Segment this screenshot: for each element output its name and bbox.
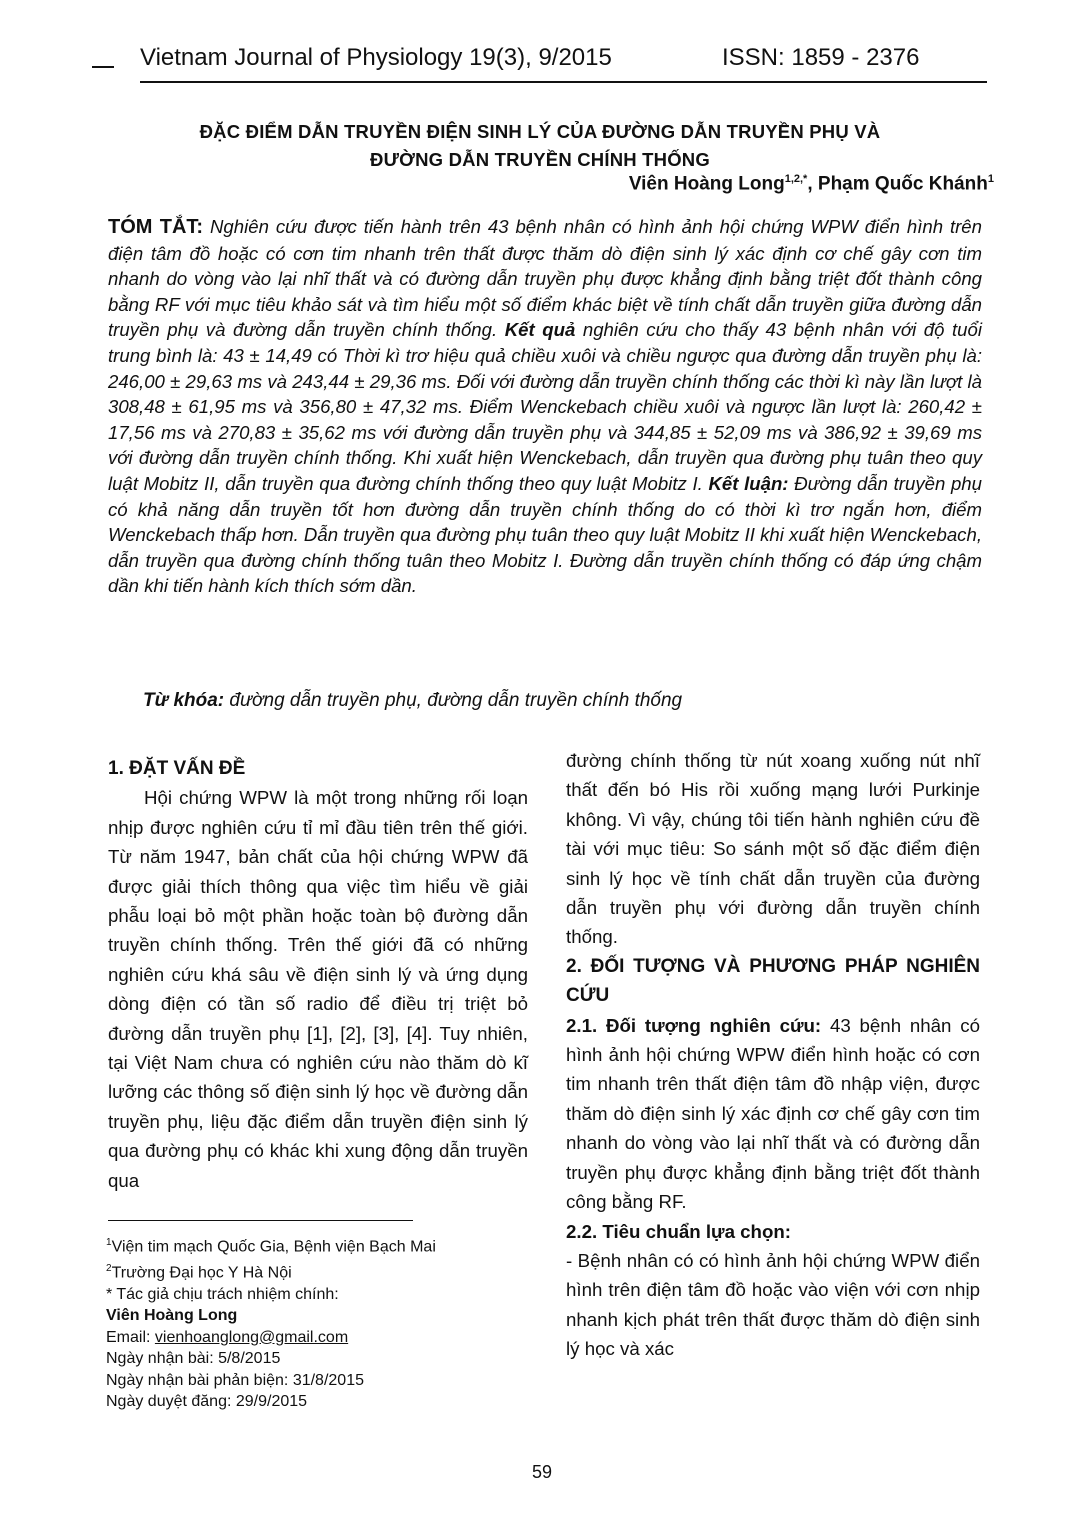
section-2-title: 2. ĐỐI TƯỢNG VÀ PHƯƠNG PHÁP NGHIÊN CỨU (566, 955, 980, 1007)
footnote-corresponding: * Tác giả chịu trách nhiệm chính: (106, 1285, 339, 1303)
page-number: 59 (532, 1462, 553, 1482)
footnote-1-text: Viện tim mạch Quốc Gia, Bệnh viện Bạch Mai (111, 1238, 436, 1256)
title-line-1: ĐẶC ĐIỂM DẪN TRUYỀN ĐIỆN SINH LÝ CỦA ĐƯỜNG DẪN TRUYỀN PHỤ VÀ (199, 121, 881, 142)
results-label: Kết quả (504, 319, 576, 341)
footnote-2-text: Trường Đại học Y Hà Nội (111, 1264, 292, 1282)
section-2-1 (566, 1011, 980, 1217)
abstract-text-3: Đường dẫn truyền phụ có khả năng dẫn truyền tốt hơn đường dẫn truyền chính thống do có thời kì trơ ngắn hơn, điểm Wenckebach thấp hơn. Dẫn truyền qua đường phụ tuân theo quy luật Mobitz II khi xuất hiện Wenckebach, dẫn truyền qua đường chính thống tuân theo Mobitz I. Đường dẫn truyền chính thống có đáp ứng chậm dần khi tiến hành kích thích sớm dần. (108, 472, 982, 597)
footnote-email (106, 1327, 546, 1349)
date-accepted: Ngày duyệt đăng: 29/9/2015 (106, 1393, 308, 1411)
abstract-text-2: nghiên cứu cho thấy 43 bệnh nhân với độ tuổi trung bình là: 43 ± 14,49 có Thời kì trơ hiệu quả chiều xuôi và chiều ngược qua đường dẫn truyền phụ là: 246,00 ± 29,63 ms và 243,44 ± 29,36 ms. Đối với đường dẫn truyền chính thống các thời kì này lần lượt là 308,48 ± 61,95 ms và 356,80 ± 47,32 ms. Điểm Wenckebach chiều xuôi và ngược lần lượt là: 260,42 ± 17,56 ms và 270,83 ± 35,62 ms với đường dẫn truyền phụ và 344,85 ± 52,09 ms và 386,92 ± 39,69 ms với đường dẫn truyền chính thống. Khi xuất hiện Wenckebach, dẫn truyền qua đường phụ tuân theo quy luật Mobitz II, dẫn truyền qua đường chính thống theo quy luật Mobitz I. (108, 319, 982, 494)
section-1-continued: đường chính thống từ nút xoang xuống nút nhĩ thất đến bó His rồi xuống mạng lưới Purkinje không. Vì vậy, chúng tôi tiến hành nghiên cứu đề tài với mục tiêu: So sánh một số đặc điểm điện sinh lý học về tính chất dẫn truyền của đường dẫn truyền phụ với đường dẫn truyền chính thống. (566, 750, 980, 948)
footnote-2 (106, 1258, 546, 1284)
journal-name: Vietnam Journal of Physiology 19(3), 9/2015 (140, 44, 612, 71)
footnote-2-marker: 2 (106, 1262, 112, 1274)
author-2: Phạm Quốc Khánh (817, 173, 988, 195)
footnote-1-marker: 1 (106, 1237, 112, 1248)
email-link[interactable]: vienhoanglong@gmail.com (154, 1328, 349, 1346)
authors (629, 173, 994, 195)
section-1-text: Hội chứng WPW là một trong những rối loạn nhịp được nghiên cứu tỉ mỉ đầu tiên trên thế giới. Từ năm 1947, bản chất của hội chứng WPW đã được giải thích thông qua việc tìm hiểu về giải phẫu loại bỏ một phần hoặc toàn bộ đường dẫn truyền chính thống. Trên thế giới đã có những nghiên cứu khá sâu về điện sinh lý và ứng dụng dòng điện có tần số radio để điều trị triệt bỏ đường dẫn truyền phụ [1], [2], [3], [4]. Tuy nhiên, tại Việt Nam chưa có nghiên cứu nào thăm dò kĩ lưỡng các thông số điện sinh lý học về đường dẫn truyền phụ, liệu đặc điểm dẫn truyền điện sinh lý qua đường phụ có khác khi xung động dẫn truyền qua (108, 787, 528, 1191)
section-2-1-label: 2.1. Đối tượng nghiên cứu: (566, 1014, 822, 1036)
article-title (100, 118, 980, 174)
conclusion-label: Kết luận: (708, 472, 789, 494)
section-1-title: 1. ĐẶT VẤN ĐỀ (108, 758, 246, 779)
section-2-2-text: - Bệnh nhân có có hình ảnh hội chứng WPW điển hình trên điện tâm đồ hoặc vào viện với cơn nhịp nhanh kịch phát trên thất được thăm dò điện sinh lý học và xác (566, 1249, 980, 1360)
title-line-2: ĐƯỜNG DẪN TRUYỀN CHÍNH THỐNG (370, 149, 710, 170)
footnotes (106, 1232, 546, 1413)
author-2-affiliation: 1 (987, 173, 994, 185)
header-dash (92, 66, 114, 68)
abstract (108, 214, 982, 599)
author-1: Viên Hoàng Long (628, 173, 785, 195)
abstract-text-1: Nghiên cứu được tiến hành trên 43 bệnh nhân có hình ảnh hội chứng WPW điển hình trên điện tâm đồ hoặc có cơn tim nhanh trên thất được thăm dò điện sinh lý xác định cơ chế gây cơn tim nhanh do vòng vào lại nhĩ thất và có đường dẫn truyền phụ được khẳng định bằng triệt đốt thành công bằng RF với mục tiêu khảo sát và tìm hiểu một số điểm khác biệt về tính chất dẫn truyền giữa đường dẫn truyền phụ và đường dẫn truyền chính thống. (108, 216, 982, 341)
left-column (108, 754, 528, 1195)
issn: ISSN: 1859 - 2376 (722, 44, 920, 71)
header-rule (140, 81, 987, 83)
author-separator: , (807, 173, 818, 195)
section-2-1-text: 43 bệnh nhân có hình ảnh hội chứng WPW điển hình hoặc có cơn tim nhanh trên thất điện tâm đồ nhập viện, được thăm dò điện sinh lý xác định cơ chế gây cơn tim nhanh do vòng vào lại nhĩ thất và có đường dẫn truyền phụ được khẳng định bằng triệt đốt thành công bằng RF. (566, 1014, 980, 1213)
keywords (143, 690, 682, 712)
right-column (566, 746, 980, 1364)
footnote-1 (106, 1232, 546, 1258)
date-received: Ngày nhận bài: 5/8/2015 (106, 1350, 281, 1368)
keywords-text: đường dẫn truyền phụ, đường dẫn truyền chính thống (229, 690, 683, 711)
footnote-rule (108, 1220, 413, 1221)
section-2-2-label: 2.2. Tiêu chuẩn lựa chọn: (566, 1220, 792, 1242)
keywords-label: Từ khóa: (143, 690, 225, 711)
author-1-affiliation: 1,2,* (784, 173, 808, 185)
date-reviewed: Ngày nhận bài phản biện: 31/8/2015 (106, 1371, 364, 1389)
footnote-corresponding-name: Viên Hoàng Long (106, 1307, 238, 1325)
email-label: Email: (106, 1328, 155, 1346)
abstract-label: TÓM TẮT: (108, 216, 204, 238)
